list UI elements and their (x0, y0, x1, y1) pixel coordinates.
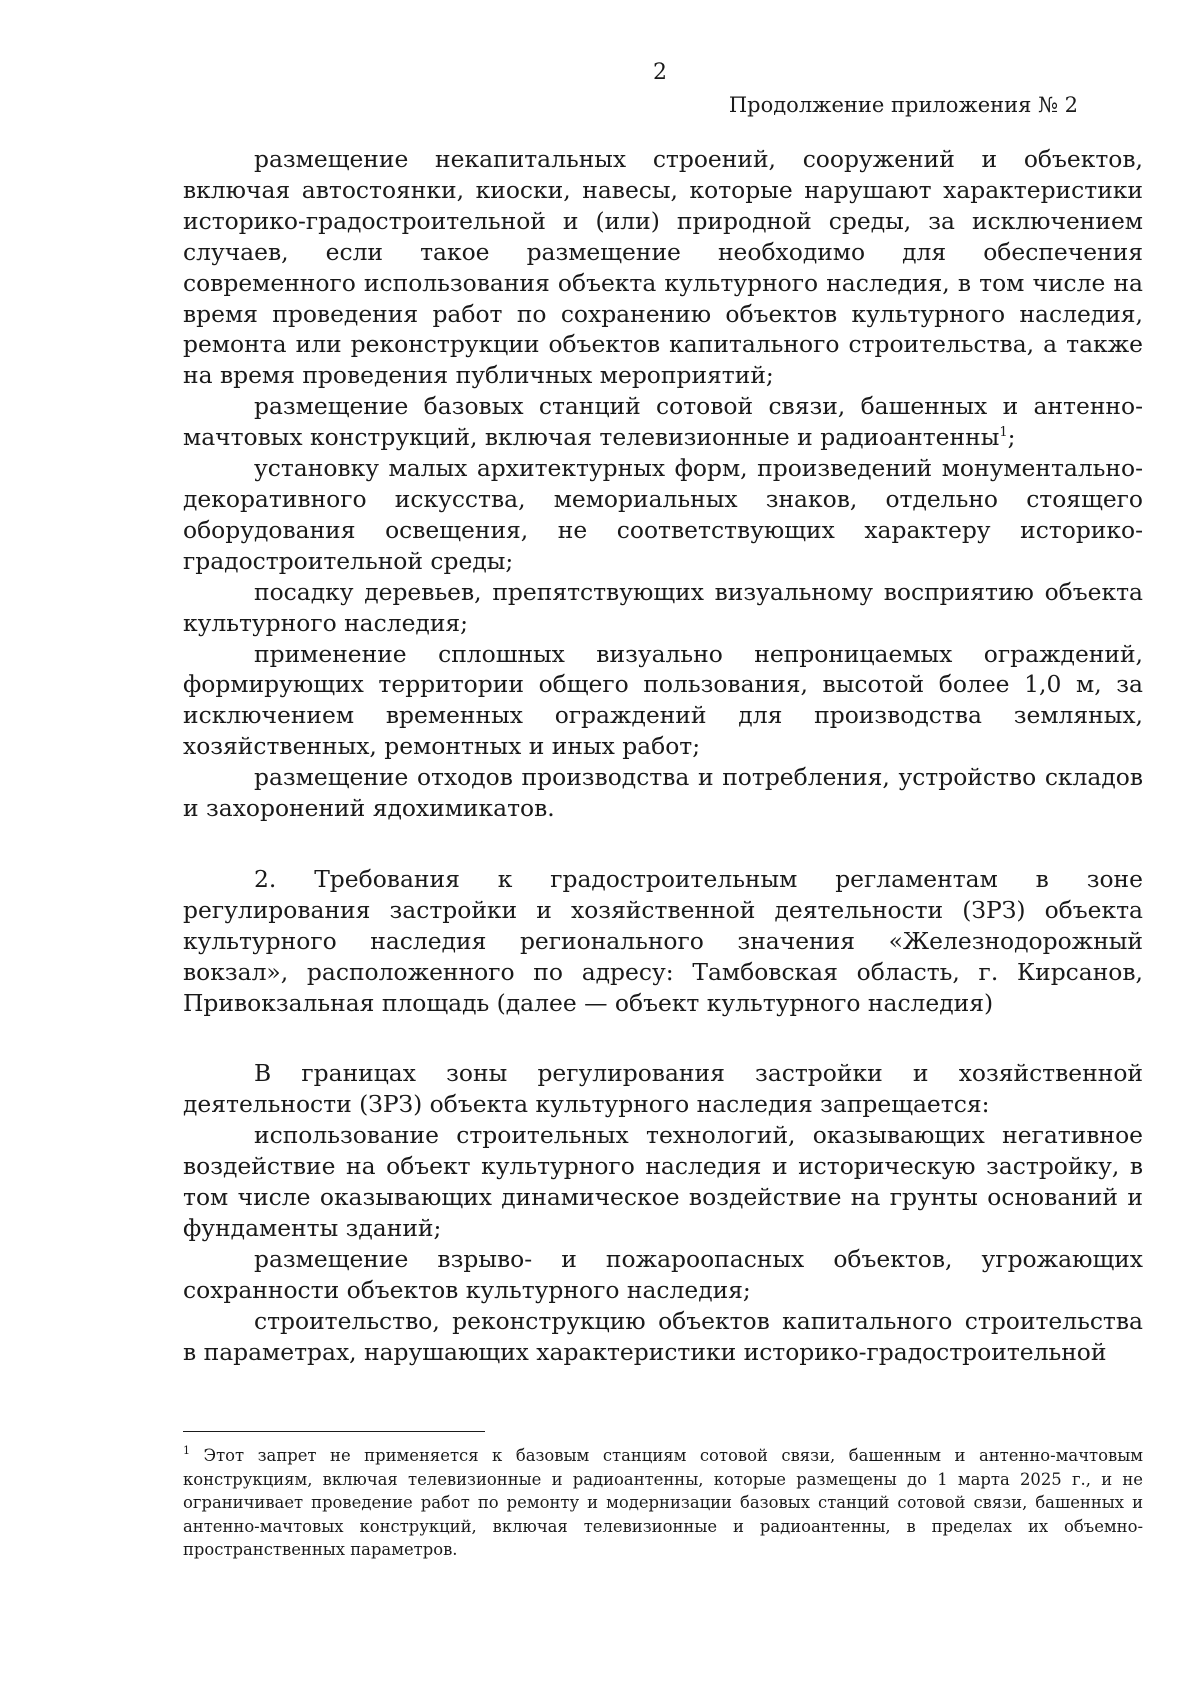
paragraph: применение сплошных визуально непроницаемых ограждений, формирующих территории общего пользования, высотой более 1,0 м, за исключением временных ограждений для производства земляных, хозяйственных, ремонтных и иных работ; (183, 639, 1143, 761)
paragraph: размещение отходов производства и потребления, устройство складов и захоронений ядохимикатов. (183, 763, 1143, 823)
paragraph-with-footnote-ref (183, 391, 1143, 453)
paragraph: размещение взрыво- и пожароопасных объектов, угрожающих сохранности объектов культурного наследия; (183, 1244, 1143, 1304)
document-body (183, 144, 1143, 1368)
paragraph: установку малых архитектурных форм, произведений монументально-декоративного искусства, мемориальных знаков, отдельно стоящего оборудования освещения, не соответствующих характеру историко-градостроительной среды; (183, 454, 1143, 575)
paragraph-text: размещение базовых станций сотовой связи, башенных и антенно-мачтовых конструкций, включая телевизионные и радиоантенны (183, 392, 1143, 452)
paragraph-end: ; (1007, 423, 1016, 452)
appendix-continuation-note: Продолжение приложения № 2 (728, 93, 1078, 117)
paragraph: строительство, реконструкцию объектов капитального строительства в параметрах, нарушающих характеристики историко-градостроительной (183, 1306, 1143, 1366)
footnote-reference: 1 (999, 425, 1008, 441)
paragraph: В границах зоны регулирования застройки и хозяйственной деятельности (ЗРЗ) объекта культурного наследия запрещается: (183, 1059, 1143, 1119)
section-heading: 2. Требования к градостроительным регламентам в зоне регулирования застройки и хозяйственной деятельности (ЗРЗ) объекта культурного наследия регионального значения «Железнодорожный вокзал», расположенного по адресу: Тамбовская область, г. Кирсанов, Привокзальная площадь (далее — объект культурного наследия) (183, 864, 1143, 1017)
footnote-text: Этот запрет не применяется к базовым станциям сотовой связи, башенным и антенно-мачтовым конструкциям, включая телевизионные и радиоантенны, которые размещены до 1 марта 2025 г., и не ограничивает проведение работ по ремонту и модернизации базовых станций сотовой связи, башенных и антенно-мачтовых конструкций, включая телевизионные и радиоантенны, в пределах их объемно-пространственных параметров. (183, 1446, 1143, 1559)
paragraph: размещение некапитальных строений, сооружений и объектов, включая автостоянки, киоски, навесы, которые нарушают характеристики историко-градостроительной и (или) природной среды, за исключением случаев, если такое размещение необходимо для обеспечения современного использования объекта культурного наследия, в том числе на время проведения работ по сохранению объектов культурного наследия, ремонта или реконструкции объектов капитального строительства, а также на время проведения публичных мероприятий; (183, 145, 1143, 390)
footnote (183, 1444, 1143, 1562)
paragraph: использование строительных технологий, оказывающих негативное воздействие на объект культурного наследия и историческую застройку, в том числе оказывающих динамическое воздействие на грунты оснований и фундаменты зданий; (183, 1121, 1143, 1242)
page-number: 2 (653, 60, 667, 85)
footnote-marker: 1 (183, 1444, 190, 1457)
paragraph: посадку деревьев, препятствующих визуальному восприятию объекта культурного наследия; (183, 577, 1143, 637)
footnote-separator (183, 1431, 485, 1432)
